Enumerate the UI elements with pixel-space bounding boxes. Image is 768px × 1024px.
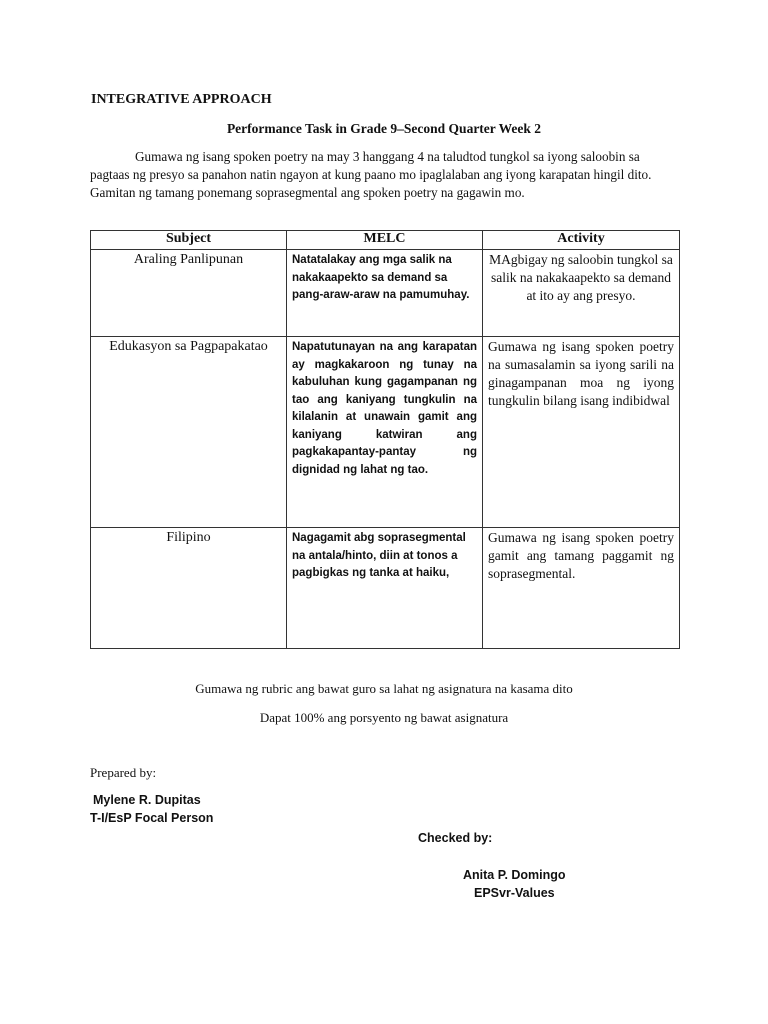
melc-table bbox=[90, 230, 680, 649]
document-subtitle: Performance Task in Grade 9–Second Quarter Week 2 bbox=[226, 121, 542, 136]
checked-by-label: Checked by: bbox=[418, 831, 493, 845]
preparer-name: Mylene R. Dupitas bbox=[93, 793, 201, 807]
preparer-role: T-I/EsP Focal Person bbox=[90, 811, 214, 825]
melc-cell: Napatutunayan na ang karapatan ay magkakaroon ng tunay na kabuluhan kung gagampanan ng tao ang kaniyang tungkulin na kilalanin at unawain gamit ang kaniyang katwiran ang pagkakapantay-pantay ng dignidad ng lahat ng tao. bbox=[287, 337, 483, 528]
document-heading: INTEGRATIVE APPROACH bbox=[91, 92, 272, 107]
prepared-by-label: Prepared by: bbox=[90, 765, 157, 780]
table-row bbox=[91, 250, 680, 337]
melc-cell: Nagagamit abg soprasegmental na antala/hinto, diin at tonos a pagbigkas ng tanka at haiku, bbox=[287, 528, 483, 649]
task-instructions: Gumawa ng isang spoken poetry na may 3 hanggang 4 na taludtod tungkol sa iyong saloobin sa pagtaas ng presyo sa panahon natin ngayon at kung paano mo ipaglalaban ang iyong karapatan hingil dito. Gamitan ng tamang ponemang soprasegmental ang spoken poetry na gagawin mo. bbox=[90, 149, 652, 200]
subject-cell: Araling Panlipunan bbox=[91, 250, 287, 337]
melc-cell: Natatalakay ang mga salik na nakakaapekto sa demand sa pang-araw-araw na pamumuhay. bbox=[287, 250, 483, 337]
activity-cell: Gumawa ng isang spoken poetry na sumasalamin sa iyong sarili na ginagampanan moa ng iyong tungkulin bilang isang indibidwal bbox=[483, 337, 680, 528]
subject-cell: Filipino bbox=[91, 528, 287, 649]
table-header-row bbox=[91, 231, 680, 250]
header-melc: MELC bbox=[287, 231, 483, 250]
checker-role: EPSvr-Values bbox=[474, 886, 555, 900]
header-activity: Activity bbox=[483, 231, 680, 250]
subject-cell: Edukasyon sa Pagpapakatao bbox=[91, 337, 287, 528]
percentage-note: Dapat 100% ang porsyento ng bawat asignatura bbox=[259, 710, 509, 725]
rubric-note: Gumawa ng rubric ang bawat guro sa lahat ng asignatura na kasama dito bbox=[195, 681, 573, 696]
table-row bbox=[91, 337, 680, 528]
activity-cell: MAgbigay ng saloobin tungkol sa salik na nakakaapekto sa demand at ito ay ang presyo. bbox=[483, 250, 680, 337]
checker-name: Anita P. Domingo bbox=[463, 868, 566, 882]
activity-cell: Gumawa ng isang spoken poetry gamit ang tamang paggamit ng soprasegmental. bbox=[483, 528, 680, 649]
header-subject: Subject bbox=[91, 231, 287, 250]
table-row bbox=[91, 528, 680, 649]
